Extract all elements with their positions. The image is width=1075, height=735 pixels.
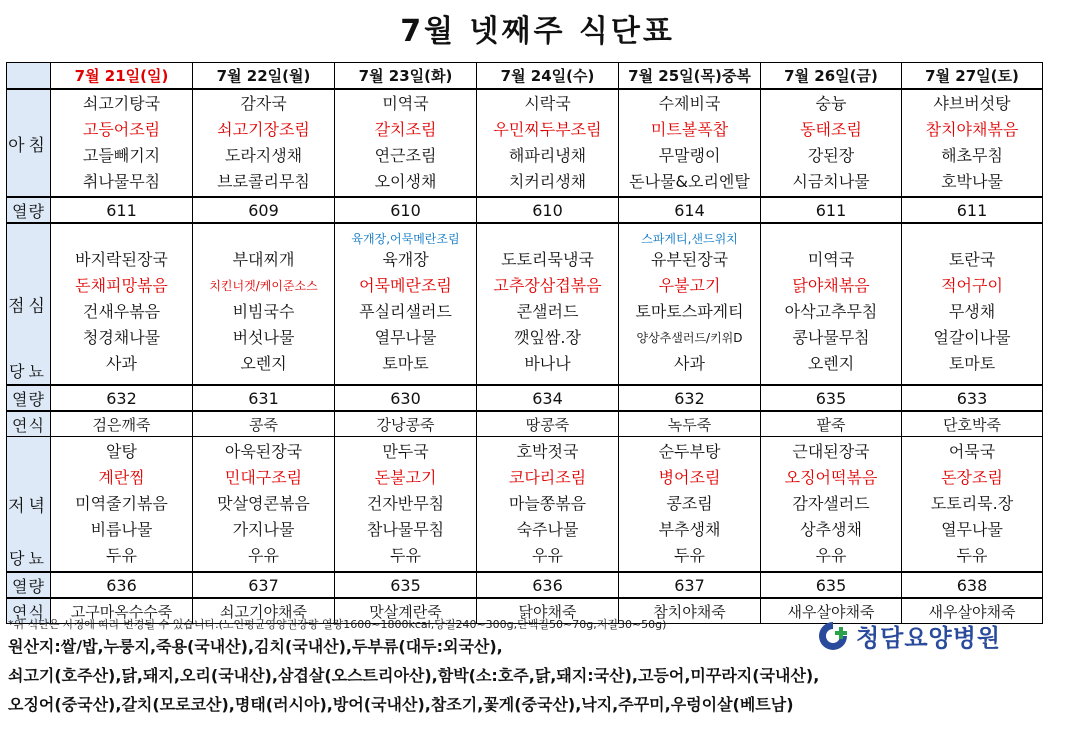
meal-cell <box>619 437 761 573</box>
dish-list <box>193 91 334 195</box>
calorie-value: 610 <box>477 197 619 223</box>
dinner-label: 저녁 <box>8 496 49 517</box>
meal-cell <box>51 437 193 573</box>
corner-cell <box>7 63 51 90</box>
dish-list <box>51 231 192 377</box>
dish-list <box>193 231 334 377</box>
dish-item: 두유 <box>674 546 705 565</box>
calorie-label: 열량 <box>7 385 51 411</box>
dish-item: 부추생채 <box>658 520 721 539</box>
snack-value: 강낭콩죽 <box>335 411 477 437</box>
dish-item: 양상추샐러드/키위D <box>636 331 743 345</box>
calorie-value: 611 <box>761 197 902 223</box>
dish-item: 두유 <box>956 546 988 565</box>
dinner-diabetic-label: 당뇨 <box>9 549 48 568</box>
calorie-value: 634 <box>477 385 619 411</box>
lunch-diabetic-note <box>477 231 618 247</box>
dish-item: 도라지생채 <box>224 146 303 165</box>
meal-cell <box>193 437 335 573</box>
dish-item: 콘샐러드 <box>516 302 579 321</box>
calorie-value: 610 <box>335 197 477 223</box>
dish-list <box>902 91 1042 195</box>
breakfast-calorie-row <box>7 197 1043 223</box>
main-dish: 코다리조림 <box>508 468 587 487</box>
meal-cell <box>761 89 902 197</box>
main-dish: 어묵메란조림 <box>359 276 452 295</box>
meal-cell <box>477 223 619 385</box>
dish-list <box>477 439 618 569</box>
main-dish: 우민찌두부조림 <box>493 120 602 139</box>
main-dish: 돈장조림 <box>941 468 1003 487</box>
dish-item: 상추생채 <box>800 520 862 539</box>
snack-value: 콩죽 <box>193 411 335 437</box>
dish-item: 사과 <box>106 354 137 373</box>
lunch-snack-row <box>7 411 1043 437</box>
dish-item: 두유 <box>106 546 137 565</box>
origin-info <box>8 632 1068 719</box>
dish-item: 돈나물&오리엔탈 <box>629 172 750 191</box>
calorie-value: 609 <box>193 197 335 223</box>
meal-cell <box>477 437 619 573</box>
dish-item: 숭늉 <box>815 94 847 113</box>
dish-item: 쇠고기탕국 <box>82 94 161 113</box>
dish-item: 연근조림 <box>374 146 437 165</box>
dish-list <box>335 91 476 195</box>
meal-cell <box>902 89 1043 197</box>
origin-line: 쇠고기(호주산),닭,돼지,오리(국내산),삼겹살(오스트리아산),함박(소:호주,닭,돼지:국산),고등어,미꾸라지(국내산), <box>8 666 820 685</box>
dinner-calorie-row <box>7 572 1043 598</box>
main-dish: 적어구이 <box>941 276 1003 295</box>
dish-item: 근대된장국 <box>792 442 870 461</box>
meal-cell <box>902 437 1043 573</box>
lunch-diabetic-label: 당뇨 <box>9 362 48 381</box>
snack-value: 녹두죽 <box>619 411 761 437</box>
origin-line: 오징어(중국산),갈치(모로코산),명태(러시아),방어(국내산),참조기,꽃게(중국산),낙지,주꾸미,우렁이살(베트남) <box>8 695 794 714</box>
dish-item: 두유 <box>390 546 421 565</box>
calorie-value: 635 <box>761 385 902 411</box>
dish-item: 비름나물 <box>90 520 153 539</box>
meal-cell <box>619 89 761 197</box>
dish-item: 마늘쫑볶음 <box>508 494 587 513</box>
dish-item: 어묵국 <box>948 442 996 461</box>
main-dish: 동태조림 <box>800 120 862 139</box>
main-dish: 우불고기 <box>658 276 721 295</box>
dish-item: 미역국 <box>382 94 429 113</box>
calorie-value: 638 <box>902 572 1043 598</box>
lunch-label-cell <box>7 223 51 385</box>
dish-list <box>761 231 901 377</box>
calorie-value: 630 <box>335 385 477 411</box>
dish-item: 무말랭이 <box>658 146 721 165</box>
snack-value: 닭야채죽 <box>477 598 619 624</box>
dish-list <box>477 91 618 195</box>
dish-item: 가지나물 <box>232 520 295 539</box>
dish-item: 얼갈이나물 <box>933 328 1011 347</box>
dish-item: 우유 <box>815 546 847 565</box>
meal-cell <box>619 223 761 385</box>
meal-cell <box>335 223 477 385</box>
dish-item: 육개장 <box>382 250 429 269</box>
lunch-diabetic-note <box>902 231 1042 247</box>
dish-list <box>619 231 760 377</box>
main-dish: 병어조림 <box>658 468 721 487</box>
dish-item: 참나물무침 <box>366 520 445 539</box>
dish-item: 고들빼기지 <box>82 146 161 165</box>
dish-item: 사과 <box>674 354 705 373</box>
dish-item: 맛살영콘볶음 <box>217 494 310 513</box>
dish-item: 우유 <box>532 546 563 565</box>
main-dish: 오징어떡볶음 <box>784 468 878 487</box>
calorie-value: 637 <box>193 572 335 598</box>
dish-item: 순두부탕 <box>658 442 721 461</box>
dinner-label-cell <box>7 437 51 573</box>
meal-cell <box>761 223 902 385</box>
dish-list <box>51 91 192 195</box>
meal-cell <box>761 437 902 573</box>
dish-item: 건새우볶음 <box>82 302 161 321</box>
dish-item: 청경채나물 <box>82 328 161 347</box>
dinner-row <box>7 437 1043 573</box>
dish-list <box>51 439 192 569</box>
nutrition-footnote: *위 식단은 사정에 따라 변경될 수 있습니다.(노인평균영양권장량 열량1600~1800kcal,당질240~300g,단백질50~70g,지질30~50g) <box>8 618 667 631</box>
dish-list <box>902 231 1042 377</box>
dish-list <box>335 439 476 569</box>
dish-item: 호박나물 <box>941 172 1003 191</box>
dish-item: 미역국 <box>807 250 855 269</box>
main-dish: 고추장삼겹볶음 <box>493 276 602 295</box>
breakfast-label: 아침 <box>7 89 51 197</box>
snack-value: 쇠고기야채죽 <box>193 598 335 624</box>
calorie-value: 635 <box>335 572 477 598</box>
dish-item: 아삭고추무침 <box>784 302 878 321</box>
date-header: 7월 23일(화) <box>335 63 477 90</box>
dish-list <box>477 231 618 377</box>
snack-value: 단호박죽 <box>902 411 1043 437</box>
lunch-diabetic-note: 육개장,어묵메란조림 <box>351 232 460 246</box>
calorie-label: 열량 <box>7 197 51 223</box>
dish-item: 도토리묵.장 <box>930 494 1014 513</box>
dish-item: 아욱된장국 <box>224 442 303 461</box>
meal-cell <box>335 437 477 573</box>
main-dish: 돈채피망볶음 <box>75 276 168 295</box>
date-header: 7월 26일(금) <box>761 63 902 90</box>
snack-value: 맛살계란죽 <box>335 598 477 624</box>
lunch-row <box>7 223 1043 385</box>
calorie-value: 631 <box>193 385 335 411</box>
calorie-value: 611 <box>51 197 193 223</box>
dish-item: 브로콜리무침 <box>217 172 310 191</box>
dish-item: 해파리냉채 <box>508 146 587 165</box>
dish-item: 열무나물 <box>374 328 437 347</box>
calorie-value: 636 <box>51 572 193 598</box>
origin-line: 원산지:쌀/밥,누룽지,죽용(국내산),김치(국내산),두부류(대두:외국산), <box>8 637 503 656</box>
main-dish: 미트볼폭찹 <box>650 120 729 139</box>
dish-item: 건자반무침 <box>366 494 445 513</box>
meal-cell <box>193 223 335 385</box>
dish-list <box>619 91 760 195</box>
calorie-value: 614 <box>619 197 761 223</box>
dish-item: 치커리생채 <box>508 172 587 191</box>
hospital-name: 청담요양병원 <box>856 624 1002 652</box>
snack-value: 새우살야채죽 <box>761 598 902 624</box>
dish-item: 호박젓국 <box>516 442 579 461</box>
calorie-value: 635 <box>761 572 902 598</box>
dish-item: 취나물무침 <box>82 172 161 191</box>
dish-item: 감자국 <box>240 94 287 113</box>
dish-item: 해초무침 <box>941 146 1003 165</box>
dish-list <box>335 231 476 377</box>
dish-item: 무생채 <box>948 302 996 321</box>
page-title: 7월 넷째주 식단표 <box>400 14 675 49</box>
dish-list <box>193 439 334 569</box>
main-dish: 고등어조림 <box>82 120 161 139</box>
dish-item: 깻잎쌈.장 <box>514 328 581 347</box>
snack-value: 고구마옥수수죽 <box>51 598 193 624</box>
dish-item: 오렌지 <box>240 354 287 373</box>
lunch-diabetic-note <box>761 231 901 247</box>
dish-item: 수제비국 <box>658 94 721 113</box>
dish-item: 숙주나물 <box>516 520 579 539</box>
date-header-row <box>7 63 1043 90</box>
dish-item: 미역줄기볶음 <box>75 494 168 513</box>
calorie-label: 열량 <box>7 572 51 598</box>
dish-item: 유부된장국 <box>650 250 729 269</box>
calorie-value: 632 <box>51 385 193 411</box>
main-dish: 갈치조림 <box>374 120 437 139</box>
dish-item: 우유 <box>248 546 279 565</box>
dish-item: 샤브버섯탕 <box>933 94 1011 113</box>
dish-item: 콩나물무침 <box>792 328 870 347</box>
dish-item: 도토리묵냉국 <box>501 250 594 269</box>
lunch-calorie-row <box>7 385 1043 411</box>
date-header: 7월 25일(목)중복 <box>619 63 761 90</box>
dish-item: 오이생채 <box>374 172 437 191</box>
lunch-diabetic-note <box>51 231 192 247</box>
dish-item: 감자샐러드 <box>792 494 870 513</box>
date-header: 7월 22일(월) <box>193 63 335 90</box>
dish-item: 바나나 <box>524 354 571 373</box>
meal-cell <box>193 89 335 197</box>
meal-cell <box>51 89 193 197</box>
main-dish: 계란찜 <box>98 468 145 487</box>
snack-label: 연식 <box>7 598 51 624</box>
calorie-value: 633 <box>902 385 1043 411</box>
dish-item: 비빔국수 <box>232 302 295 321</box>
calorie-value: 632 <box>619 385 761 411</box>
snack-value: 검은깨죽 <box>51 411 193 437</box>
calorie-value: 637 <box>619 572 761 598</box>
dish-item: 시금치나물 <box>792 172 870 191</box>
lunch-diabetic-note: 스파게티,샌드위치 <box>641 232 738 246</box>
main-dish: 치킨너겟/케이준소스 <box>209 279 318 293</box>
date-header: 7월 21일(일) <box>51 63 193 90</box>
main-dish: 쇠고기장조림 <box>217 120 310 139</box>
dish-item: 오렌지 <box>807 354 855 373</box>
snack-value: 참치야채죽 <box>619 598 761 624</box>
dish-item: 강된장 <box>807 146 855 165</box>
dish-item: 토마토스파게티 <box>635 302 744 321</box>
main-dish: 돈불고기 <box>374 468 437 487</box>
dish-list <box>902 439 1042 569</box>
dish-item: 토란국 <box>948 250 996 269</box>
main-dish: 참치야채볶음 <box>925 120 1019 139</box>
lunch-label: 점심 <box>8 296 49 317</box>
dish-item: 푸실리샐러드 <box>359 302 452 321</box>
dish-item: 부대찌개 <box>232 250 295 269</box>
dish-item: 콩조림 <box>666 494 713 513</box>
dish-item: 시락국 <box>524 94 571 113</box>
meal-cell <box>335 89 477 197</box>
snack-value: 팥죽 <box>761 411 902 437</box>
date-header: 7월 24일(수) <box>477 63 619 90</box>
dish-list <box>761 439 901 569</box>
dish-item: 토마토 <box>948 354 996 373</box>
snack-label: 연식 <box>7 411 51 437</box>
dish-item: 알탕 <box>106 442 137 461</box>
dish-list <box>619 439 760 569</box>
breakfast-row <box>7 89 1043 197</box>
main-dish: 닭야채볶음 <box>792 276 870 295</box>
meal-cell <box>51 223 193 385</box>
dish-item: 버섯나물 <box>232 328 295 347</box>
dish-item: 토마토 <box>382 354 429 373</box>
dish-item: 만두국 <box>382 442 429 461</box>
meal-cell <box>902 223 1043 385</box>
menu-table <box>6 62 1043 624</box>
snack-value: 땅콩죽 <box>477 411 619 437</box>
date-header: 7월 27일(토) <box>902 63 1043 90</box>
calorie-value: 611 <box>902 197 1043 223</box>
meal-cell <box>477 89 619 197</box>
calorie-value: 636 <box>477 572 619 598</box>
snack-value: 새우살야채죽 <box>902 598 1043 624</box>
dish-item: 바지락된장국 <box>75 250 168 269</box>
dish-list <box>761 91 901 195</box>
dish-item: 열무나물 <box>941 520 1003 539</box>
lunch-diabetic-note <box>193 231 334 247</box>
main-dish: 민대구조림 <box>224 468 303 487</box>
